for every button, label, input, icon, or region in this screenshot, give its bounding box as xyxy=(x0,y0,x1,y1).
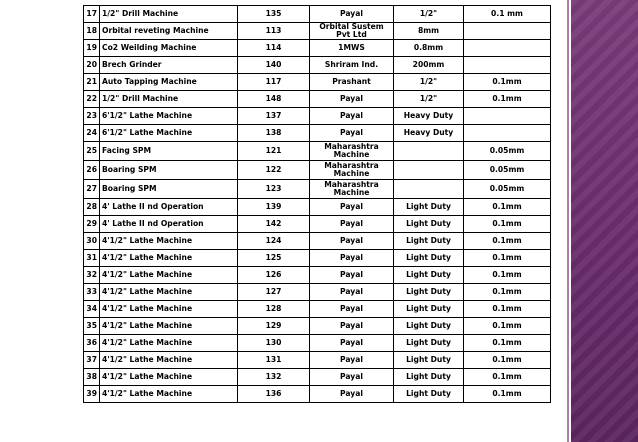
specification-cell: Light Duty xyxy=(394,386,464,403)
machine-name-cell: 6'1/2" Lathe Machine xyxy=(100,108,238,125)
specification-cell: Light Duty xyxy=(394,233,464,250)
make-cell: Payal xyxy=(310,91,394,108)
capacity-cell xyxy=(464,40,551,57)
serial-number-cell: 32 xyxy=(84,267,100,284)
machine-number-cell: 135 xyxy=(238,6,310,23)
machine-name-cell: 1/2" Drill Machine xyxy=(100,91,238,108)
table-row xyxy=(84,386,551,403)
serial-number-cell: 17 xyxy=(84,6,100,23)
machine-number-cell: 123 xyxy=(238,180,310,199)
table-row xyxy=(84,6,551,23)
table-row xyxy=(84,318,551,335)
serial-number-cell: 19 xyxy=(84,40,100,57)
capacity-cell: 0.1mm xyxy=(464,216,551,233)
decorative-side-band xyxy=(571,0,638,442)
serial-number-cell: 37 xyxy=(84,352,100,369)
capacity-cell: 0.05mm xyxy=(464,161,551,180)
specification-cell: Light Duty xyxy=(394,216,464,233)
machine-number-cell: 126 xyxy=(238,267,310,284)
machine-name-cell: 4'1/2" Lathe Machine xyxy=(100,301,238,318)
table-row xyxy=(84,199,551,216)
capacity-cell xyxy=(464,125,551,142)
capacity-cell: 0.1mm xyxy=(464,284,551,301)
specification-cell: 8mm xyxy=(394,23,464,40)
machine-name-cell: 4'1/2" Lathe Machine xyxy=(100,267,238,284)
machine-number-cell: 140 xyxy=(238,57,310,74)
specification-cell: Light Duty xyxy=(394,352,464,369)
capacity-cell: 0.05mm xyxy=(464,180,551,199)
capacity-cell: 0.1mm xyxy=(464,199,551,216)
machine-number-cell: 122 xyxy=(238,161,310,180)
specification-cell: Heavy Duty xyxy=(394,108,464,125)
table-row xyxy=(84,369,551,386)
serial-number-cell: 30 xyxy=(84,233,100,250)
serial-number-cell: 18 xyxy=(84,23,100,40)
machine-name-cell: Brech Grinder xyxy=(100,57,238,74)
machine-number-cell: 127 xyxy=(238,284,310,301)
machine-number-cell: 124 xyxy=(238,233,310,250)
capacity-cell: 0.1mm xyxy=(464,301,551,318)
machine-number-cell: 137 xyxy=(238,108,310,125)
table-row xyxy=(84,40,551,57)
serial-number-cell: 26 xyxy=(84,161,100,180)
make-cell: Payal xyxy=(310,284,394,301)
serial-number-cell: 29 xyxy=(84,216,100,233)
machine-name-cell: Co2 Weilding Machine xyxy=(100,40,238,57)
machine-name-cell: Orbital reveting Machine xyxy=(100,23,238,40)
table-row xyxy=(84,57,551,74)
serial-number-cell: 24 xyxy=(84,125,100,142)
serial-number-cell: 33 xyxy=(84,284,100,301)
make-cell: Payal xyxy=(310,352,394,369)
table-row xyxy=(84,335,551,352)
make-cell: Payal xyxy=(310,369,394,386)
specification-cell: Light Duty xyxy=(394,318,464,335)
machine-name-cell: 4'1/2" Lathe Machine xyxy=(100,335,238,352)
serial-number-cell: 21 xyxy=(84,74,100,91)
machine-number-cell: 132 xyxy=(238,369,310,386)
table-row xyxy=(84,91,551,108)
machine-name-cell: Auto Tapping Machine xyxy=(100,74,238,91)
capacity-cell xyxy=(464,23,551,40)
serial-number-cell: 22 xyxy=(84,91,100,108)
make-cell: Orbital Sustem Pvt Ltd xyxy=(310,23,394,40)
machine-number-cell: 125 xyxy=(238,250,310,267)
specification-cell: Heavy Duty xyxy=(394,125,464,142)
make-cell: Payal xyxy=(310,267,394,284)
machine-name-cell: 4' Lathe II nd Operation xyxy=(100,216,238,233)
machine-name-cell: 4'1/2" Lathe Machine xyxy=(100,318,238,335)
machine-number-cell: 131 xyxy=(238,352,310,369)
specification-cell: Light Duty xyxy=(394,199,464,216)
make-cell: Payal xyxy=(310,125,394,142)
specification-cell: 0.8mm xyxy=(394,40,464,57)
machine-number-cell: 117 xyxy=(238,74,310,91)
machine-name-cell: 4'1/2" Lathe Machine xyxy=(100,386,238,403)
capacity-cell xyxy=(464,108,551,125)
machine-name-cell: Boaring SPM xyxy=(100,180,238,199)
machine-number-cell: 148 xyxy=(238,91,310,108)
serial-number-cell: 20 xyxy=(84,57,100,74)
table-row xyxy=(84,250,551,267)
specification-cell: Light Duty xyxy=(394,267,464,284)
capacity-cell: 0.05mm xyxy=(464,142,551,161)
machine-name-cell: 4'1/2" Lathe Machine xyxy=(100,233,238,250)
make-cell: Payal xyxy=(310,108,394,125)
serial-number-cell: 34 xyxy=(84,301,100,318)
machine-name-cell: 4'1/2" Lathe Machine xyxy=(100,284,238,301)
make-cell: Maharashtra Machine xyxy=(310,180,394,199)
capacity-cell: 0.1mm xyxy=(464,386,551,403)
table-row xyxy=(84,233,551,250)
machine-number-cell: 114 xyxy=(238,40,310,57)
machine-number-cell: 139 xyxy=(238,199,310,216)
serial-number-cell: 36 xyxy=(84,335,100,352)
machine-number-cell: 136 xyxy=(238,386,310,403)
capacity-cell: 0.1 mm xyxy=(464,6,551,23)
machine-name-cell: 4'1/2" Lathe Machine xyxy=(100,250,238,267)
machine-number-cell: 138 xyxy=(238,125,310,142)
machine-number-cell: 142 xyxy=(238,216,310,233)
capacity-cell: 0.1mm xyxy=(464,74,551,91)
serial-number-cell: 25 xyxy=(84,142,100,161)
decorative-divider xyxy=(567,0,569,442)
machine-table-body xyxy=(84,6,551,403)
specification-cell: 1/2" xyxy=(394,74,464,91)
table-row xyxy=(84,352,551,369)
machine-name-cell: 6'1/2" Lathe Machine xyxy=(100,125,238,142)
table-row xyxy=(84,301,551,318)
serial-number-cell: 23 xyxy=(84,108,100,125)
machine-number-cell: 128 xyxy=(238,301,310,318)
specification-cell: 1/2" xyxy=(394,91,464,108)
capacity-cell: 0.1mm xyxy=(464,267,551,284)
capacity-cell: 0.1mm xyxy=(464,369,551,386)
make-cell: Payal xyxy=(310,216,394,233)
machine-table xyxy=(83,5,551,403)
specification-cell: Light Duty xyxy=(394,335,464,352)
table-row xyxy=(84,267,551,284)
table-row xyxy=(84,74,551,91)
make-cell: Payal xyxy=(310,301,394,318)
make-cell: Payal xyxy=(310,6,394,23)
specification-cell: Light Duty xyxy=(394,284,464,301)
make-cell: Payal xyxy=(310,199,394,216)
specification-cell xyxy=(394,142,464,161)
machine-name-cell: 4'1/2" Lathe Machine xyxy=(100,369,238,386)
serial-number-cell: 31 xyxy=(84,250,100,267)
make-cell: 1MWS xyxy=(310,40,394,57)
serial-number-cell: 28 xyxy=(84,199,100,216)
machine-number-cell: 130 xyxy=(238,335,310,352)
specification-cell: Light Duty xyxy=(394,250,464,267)
serial-number-cell: 27 xyxy=(84,180,100,199)
table-row xyxy=(84,180,551,199)
specification-cell: Light Duty xyxy=(394,301,464,318)
capacity-cell xyxy=(464,57,551,74)
table-row xyxy=(84,125,551,142)
table-row xyxy=(84,142,551,161)
specification-cell: 200mm xyxy=(394,57,464,74)
make-cell: Payal xyxy=(310,233,394,250)
machine-number-cell: 121 xyxy=(238,142,310,161)
specification-cell: 1/2" xyxy=(394,6,464,23)
capacity-cell: 0.1mm xyxy=(464,91,551,108)
make-cell: Payal xyxy=(310,318,394,335)
serial-number-cell: 35 xyxy=(84,318,100,335)
make-cell: Payal xyxy=(310,386,394,403)
make-cell: Payal xyxy=(310,250,394,267)
machine-number-cell: 113 xyxy=(238,23,310,40)
capacity-cell: 0.1mm xyxy=(464,335,551,352)
serial-number-cell: 38 xyxy=(84,369,100,386)
machine-name-cell: 4'1/2" Lathe Machine xyxy=(100,352,238,369)
make-cell: Payal xyxy=(310,335,394,352)
table-row xyxy=(84,216,551,233)
table-row xyxy=(84,284,551,301)
table-row xyxy=(84,161,551,180)
specification-cell xyxy=(394,180,464,199)
make-cell: Shriram Ind. xyxy=(310,57,394,74)
specification-cell xyxy=(394,161,464,180)
table-row xyxy=(84,23,551,40)
serial-number-cell: 39 xyxy=(84,386,100,403)
machine-name-cell: Boaring SPM xyxy=(100,161,238,180)
capacity-cell: 0.1mm xyxy=(464,318,551,335)
machine-number-cell: 129 xyxy=(238,318,310,335)
machine-name-cell: Facing SPM xyxy=(100,142,238,161)
make-cell: Prashant xyxy=(310,74,394,91)
capacity-cell: 0.1mm xyxy=(464,233,551,250)
make-cell: Maharashtra Machine xyxy=(310,161,394,180)
capacity-cell: 0.1mm xyxy=(464,352,551,369)
machine-name-cell: 1/2" Drill Machine xyxy=(100,6,238,23)
table-row xyxy=(84,108,551,125)
specification-cell: Light Duty xyxy=(394,369,464,386)
capacity-cell: 0.1mm xyxy=(464,250,551,267)
machine-name-cell: 4' Lathe II nd Operation xyxy=(100,199,238,216)
make-cell: Maharashtra Machine xyxy=(310,142,394,161)
